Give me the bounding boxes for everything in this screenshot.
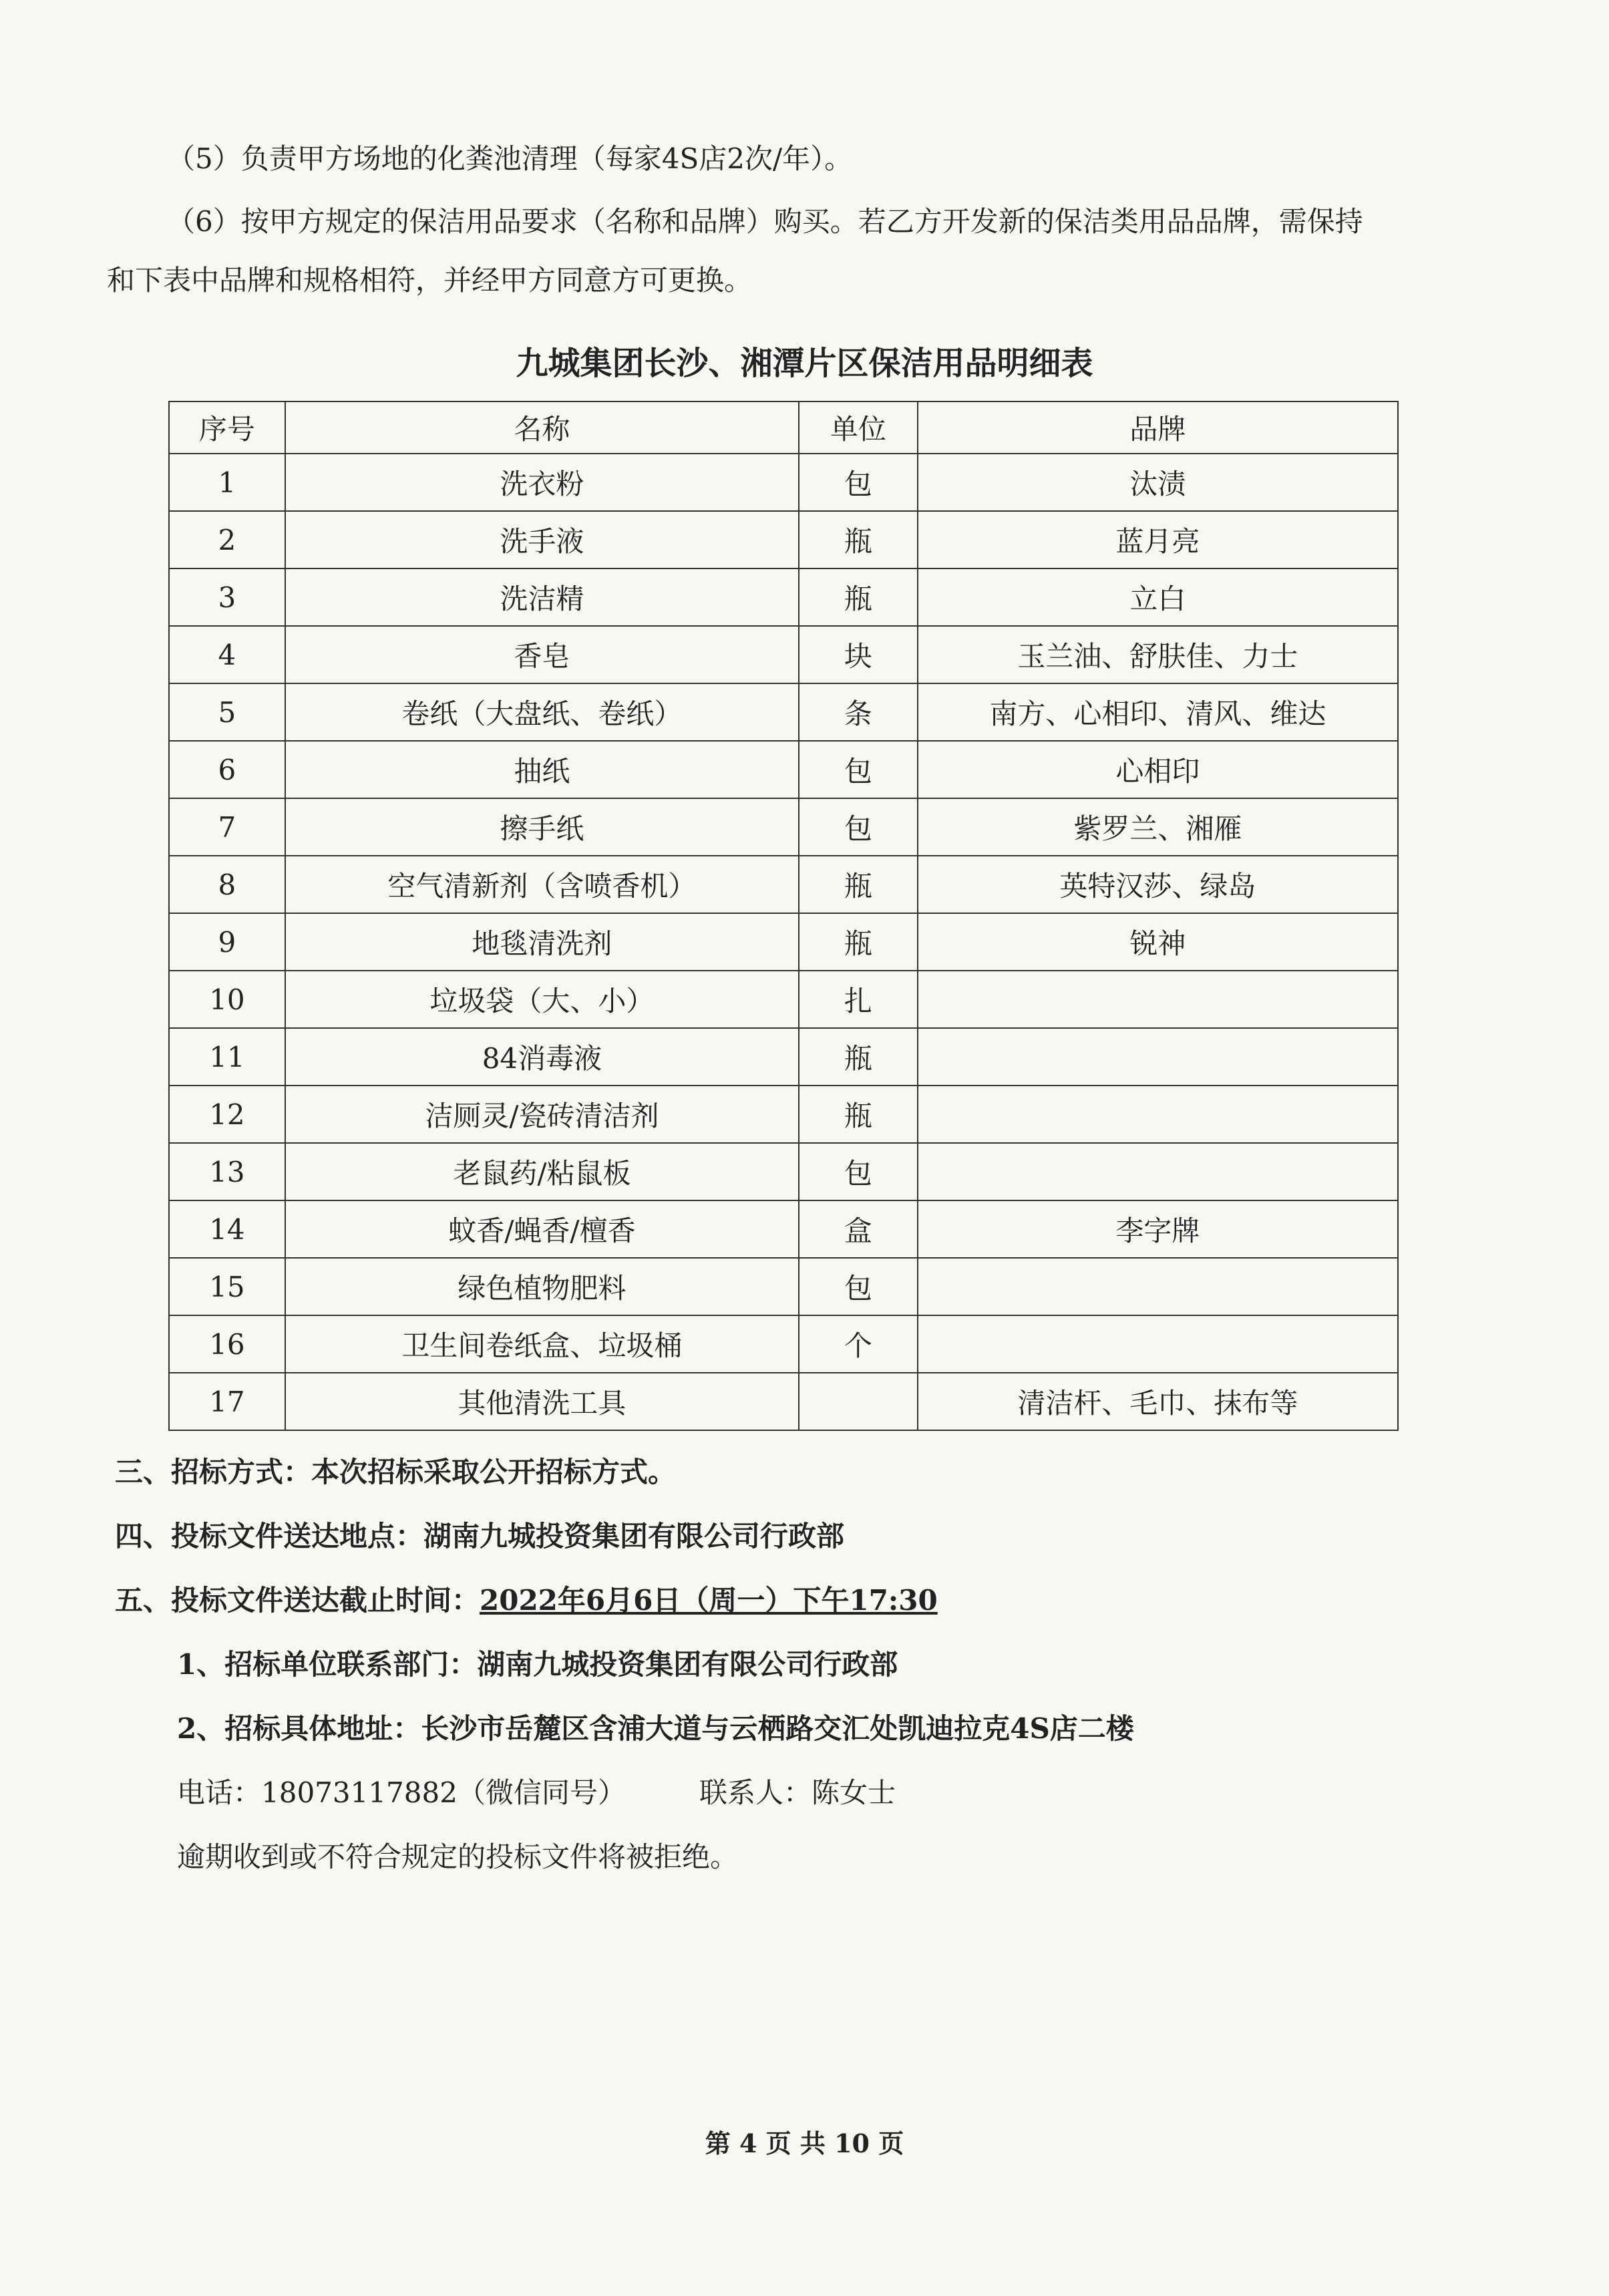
cell-index: 13 — [169, 1143, 285, 1200]
cell-unit: 包 — [799, 454, 918, 511]
cell-name: 老鼠药/粘鼠板 — [285, 1143, 799, 1200]
cell-brand — [918, 1258, 1398, 1315]
cell-brand — [918, 971, 1398, 1028]
cell-name: 空气清新剂（含喷香机） — [285, 856, 799, 913]
table-row — [169, 1143, 1398, 1200]
cell-unit: 包 — [799, 1143, 918, 1200]
cell-index: 1 — [169, 454, 285, 511]
cell-brand: 蓝月亮 — [918, 511, 1398, 568]
cell-name: 洁厕灵/瓷砖清洁剂 — [285, 1086, 799, 1143]
cell-name: 蚊香/蝇香/檀香 — [285, 1200, 799, 1258]
cell-index: 17 — [169, 1373, 285, 1430]
cell-index: 5 — [169, 683, 285, 741]
item-6-text-line2: 和下表中品牌和规格相符，并经甲方同意方可更换。 — [107, 264, 753, 297]
cell-brand: 李字牌 — [918, 1200, 1398, 1258]
cell-brand: 清洁杆、毛巾、抹布等 — [918, 1373, 1398, 1430]
cell-brand — [918, 1315, 1398, 1373]
section-4-delivery-location: 四、投标文件送达地点：湖南九城投资集团有限公司行政部 — [115, 1520, 845, 1552]
table-row — [169, 1200, 1398, 1258]
table-row — [169, 1373, 1398, 1430]
cell-unit: 瓶 — [799, 856, 918, 913]
cell-name: 卫生间卷纸盒、垃圾桶 — [285, 1315, 799, 1373]
cell-unit: 包 — [799, 798, 918, 856]
table-row — [169, 1086, 1398, 1143]
cell-brand: 锐神 — [918, 913, 1398, 971]
cell-index: 16 — [169, 1315, 285, 1373]
cell-brand — [918, 1143, 1398, 1200]
table-row — [169, 1315, 1398, 1373]
cell-name: 84消毒液 — [285, 1028, 799, 1086]
cell-name: 卷纸（大盘纸、卷纸） — [285, 683, 799, 741]
cell-brand: 立白 — [918, 568, 1398, 626]
table-row — [169, 626, 1398, 683]
cell-index: 6 — [169, 741, 285, 798]
cell-brand: 紫罗兰、湘雁 — [918, 798, 1398, 856]
cell-index: 9 — [169, 913, 285, 971]
cell-brand: 汰渍 — [918, 454, 1398, 511]
cell-name: 其他清洗工具 — [285, 1373, 799, 1430]
table-row — [169, 856, 1398, 913]
cell-unit: 个 — [799, 1315, 918, 1373]
contact-person: 联系人：陈女士 — [699, 1776, 896, 1809]
cell-name: 洗洁精 — [285, 568, 799, 626]
cell-name: 地毯清洗剂 — [285, 913, 799, 971]
cell-unit: 瓶 — [799, 1086, 918, 1143]
cell-index: 3 — [169, 568, 285, 626]
table-row — [169, 798, 1398, 856]
table-row — [169, 568, 1398, 626]
cleaning-supplies-table — [168, 401, 1399, 1431]
cell-brand: 心相印 — [918, 741, 1398, 798]
cell-unit: 包 — [799, 741, 918, 798]
table-header-row — [169, 401, 1398, 454]
cell-unit: 盒 — [799, 1200, 918, 1258]
cell-unit: 扎 — [799, 971, 918, 1028]
item-6-text-line1: （6）按甲方规定的保洁用品要求（名称和品牌）购买。若乙方开发新的保洁类用品品牌，需保持 — [167, 205, 1363, 238]
rejection-notice: 逾期收到或不符合规定的投标文件将被拒绝。 — [177, 1840, 739, 1873]
table-row — [169, 971, 1398, 1028]
cell-name: 抽纸 — [285, 741, 799, 798]
table-row — [169, 1028, 1398, 1086]
contact-department: 1、招标单位联系部门：湖南九城投资集团有限公司行政部 — [177, 1648, 898, 1681]
deadline-value: 2022年6月6日（周一）下午17:30 — [480, 1584, 938, 1617]
header-brand: 品牌 — [918, 401, 1398, 454]
cell-brand — [918, 1028, 1398, 1086]
cell-unit: 瓶 — [799, 568, 918, 626]
cell-name: 垃圾袋（大、小） — [285, 971, 799, 1028]
cell-index: 12 — [169, 1086, 285, 1143]
cell-index: 2 — [169, 511, 285, 568]
deadline-label: 五、投标文件送达截止时间： — [115, 1584, 480, 1617]
contact-line — [177, 1773, 896, 1813]
page-number: 第 4 页 共 10 页 — [705, 2128, 904, 2158]
cell-name: 绿色植物肥料 — [285, 1258, 799, 1315]
bidding-address: 2、招标具体地址：长沙市岳麓区含浦大道与云栖路交汇处凯迪拉克4S店二楼 — [177, 1712, 1134, 1745]
cell-brand: 玉兰油、舒肤佳、力士 — [918, 626, 1398, 683]
cell-unit — [799, 1373, 918, 1430]
cell-index: 10 — [169, 971, 285, 1028]
cell-unit: 包 — [799, 1258, 918, 1315]
cell-index: 4 — [169, 626, 285, 683]
header-unit: 单位 — [799, 401, 918, 454]
table-row — [169, 454, 1398, 511]
cell-name: 香皂 — [285, 626, 799, 683]
table-row — [169, 741, 1398, 798]
cell-index: 8 — [169, 856, 285, 913]
table-title: 九城集团长沙、湘潭片区保洁用品明细表 — [516, 345, 1093, 382]
cell-index: 7 — [169, 798, 285, 856]
table-row — [169, 913, 1398, 971]
cell-brand — [918, 1086, 1398, 1143]
cell-unit: 条 — [799, 683, 918, 741]
cell-unit: 块 — [799, 626, 918, 683]
cell-index: 14 — [169, 1200, 285, 1258]
cell-unit: 瓶 — [799, 1028, 918, 1086]
header-index: 序号 — [169, 401, 285, 454]
header-name: 名称 — [285, 401, 799, 454]
cell-unit: 瓶 — [799, 913, 918, 971]
cell-brand: 南方、心相印、清风、维达 — [918, 683, 1398, 741]
cell-index: 11 — [169, 1028, 285, 1086]
cell-name: 洗手液 — [285, 511, 799, 568]
cell-unit: 瓶 — [799, 511, 918, 568]
table-row — [169, 511, 1398, 568]
phone-number: 电话：18073117882（微信同号） — [177, 1776, 626, 1809]
cell-name: 洗衣粉 — [285, 454, 799, 511]
table-row — [169, 683, 1398, 741]
item-5-text: （5）负责甲方场地的化粪池清理（每家4S店2次/年）。 — [167, 142, 853, 175]
cell-index: 15 — [169, 1258, 285, 1315]
table-row — [169, 1258, 1398, 1315]
section-5-deadline — [115, 1581, 938, 1621]
cell-brand: 英特汉莎、绿岛 — [918, 856, 1398, 913]
cell-name: 擦手纸 — [285, 798, 799, 856]
section-3-bidding-method: 三、招标方式：本次招标采取公开招标方式。 — [115, 1456, 677, 1488]
